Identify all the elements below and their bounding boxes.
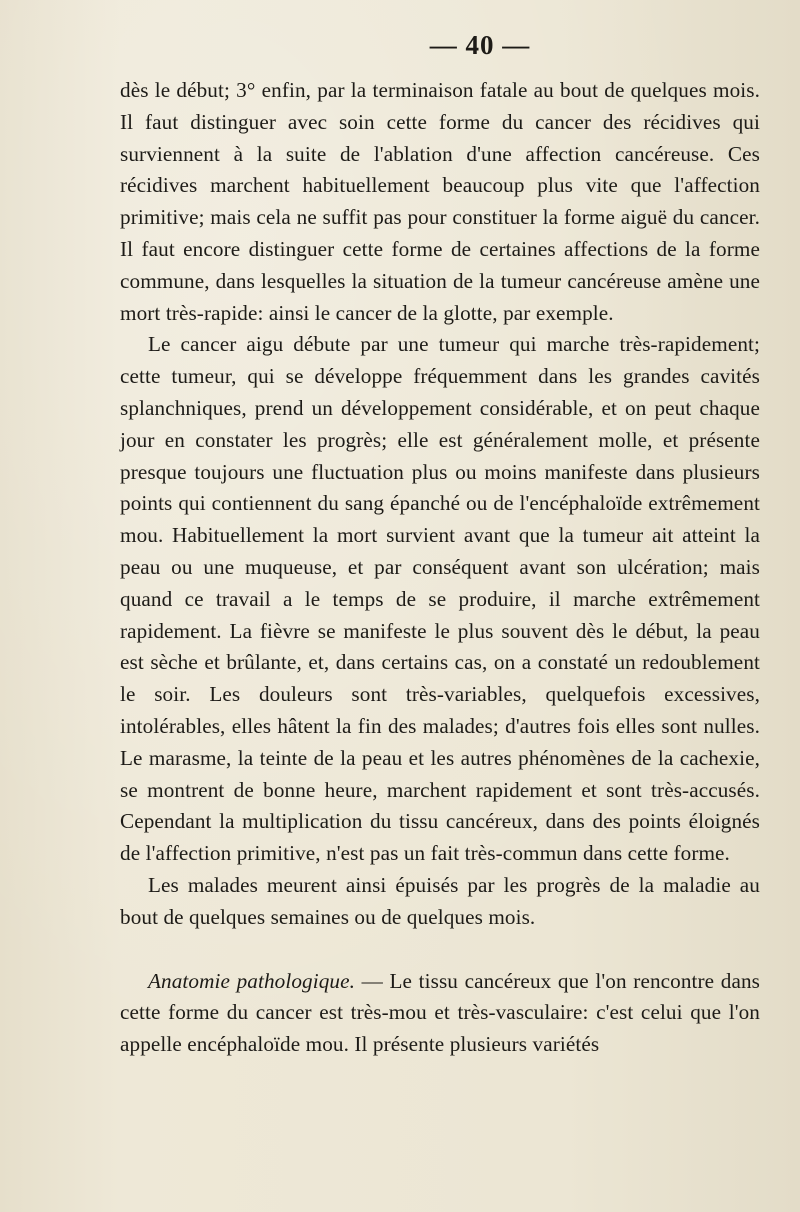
body-text xyxy=(120,75,760,1061)
section-spacer xyxy=(120,934,760,966)
paragraph-2: Le cancer aigu débute par une tumeur qui marche très-rapidement; cette tumeur, qui se développe fréquemment dans les grandes cavités splanchniques, prend un développement considérable, et on peut chaque jour en constater les progrès; elle est généralement molle, et présente presque toujours une fluctuation plus ou moins manifeste dans plusieurs points qui contiennent du sang épanché ou de l'encéphaloïde extrêmement mou. Habituellement la mort survient avant que la tumeur ait atteint la peau ou une muqueuse, et par conséquent avant son ulcération; mais quand ce travail a le temps de se produire, il marche extrêmement rapidement. La fièvre se manifeste le plus souvent dès le début, la peau est sèche et brûlante, et, dans certains cas, on a constaté un redoublement le soir. Les douleurs sont très-variables, quelquefois excessives, intolérables, elles hâtent la fin des malades; d'autres fois elles sont nulles. Le marasme, la teinte de la peau et les autres phénomènes de la cachexie, se montrent de bonne heure, marchent rapidement et sont très-accusés. Cependant la multiplication du tissu cancéreux, dans des points éloignés de l'affection primitive, n'est pas un fait très-commun dans cette forme. xyxy=(120,332,760,866)
section-text: — Le tissu cancéreux que l'on rencontre dans cette forme du cancer est très-mou et très-vasculaire: c'est celui que l'on appelle encéphaloïde mou. Il présente plusieurs variétés xyxy=(120,968,761,1057)
paragraph-1: dès le début; 3° enfin, par la terminaison fatale au bout de quelques mois. Il faut distinguer avec soin cette forme du cancer des récidives qui surviennent à la suite de l'ablation d'une affection cancéreuse. Ces récidives marchent habituellement beaucoup plus vite que l'affection primitive; mais cela ne suffit pas pour constituer la forme aiguë du cancer. Il faut encore distinguer cette forme de certaines affections de la forme commune, dans lesquelles la situation de la tumeur cancéreuse amène une mort très-rapide: ainsi le cancer de la glotte, par exemple. xyxy=(120,78,760,325)
page-number: — 40 — xyxy=(429,30,531,60)
paragraph-3: Les malades meurent ainsi épuisés par les progrès de la maladie au bout de quelques semaines ou de quelques mois. xyxy=(120,872,760,929)
section-paragraph xyxy=(120,966,760,1061)
section-title: Anatomie pathologique. xyxy=(148,968,356,993)
